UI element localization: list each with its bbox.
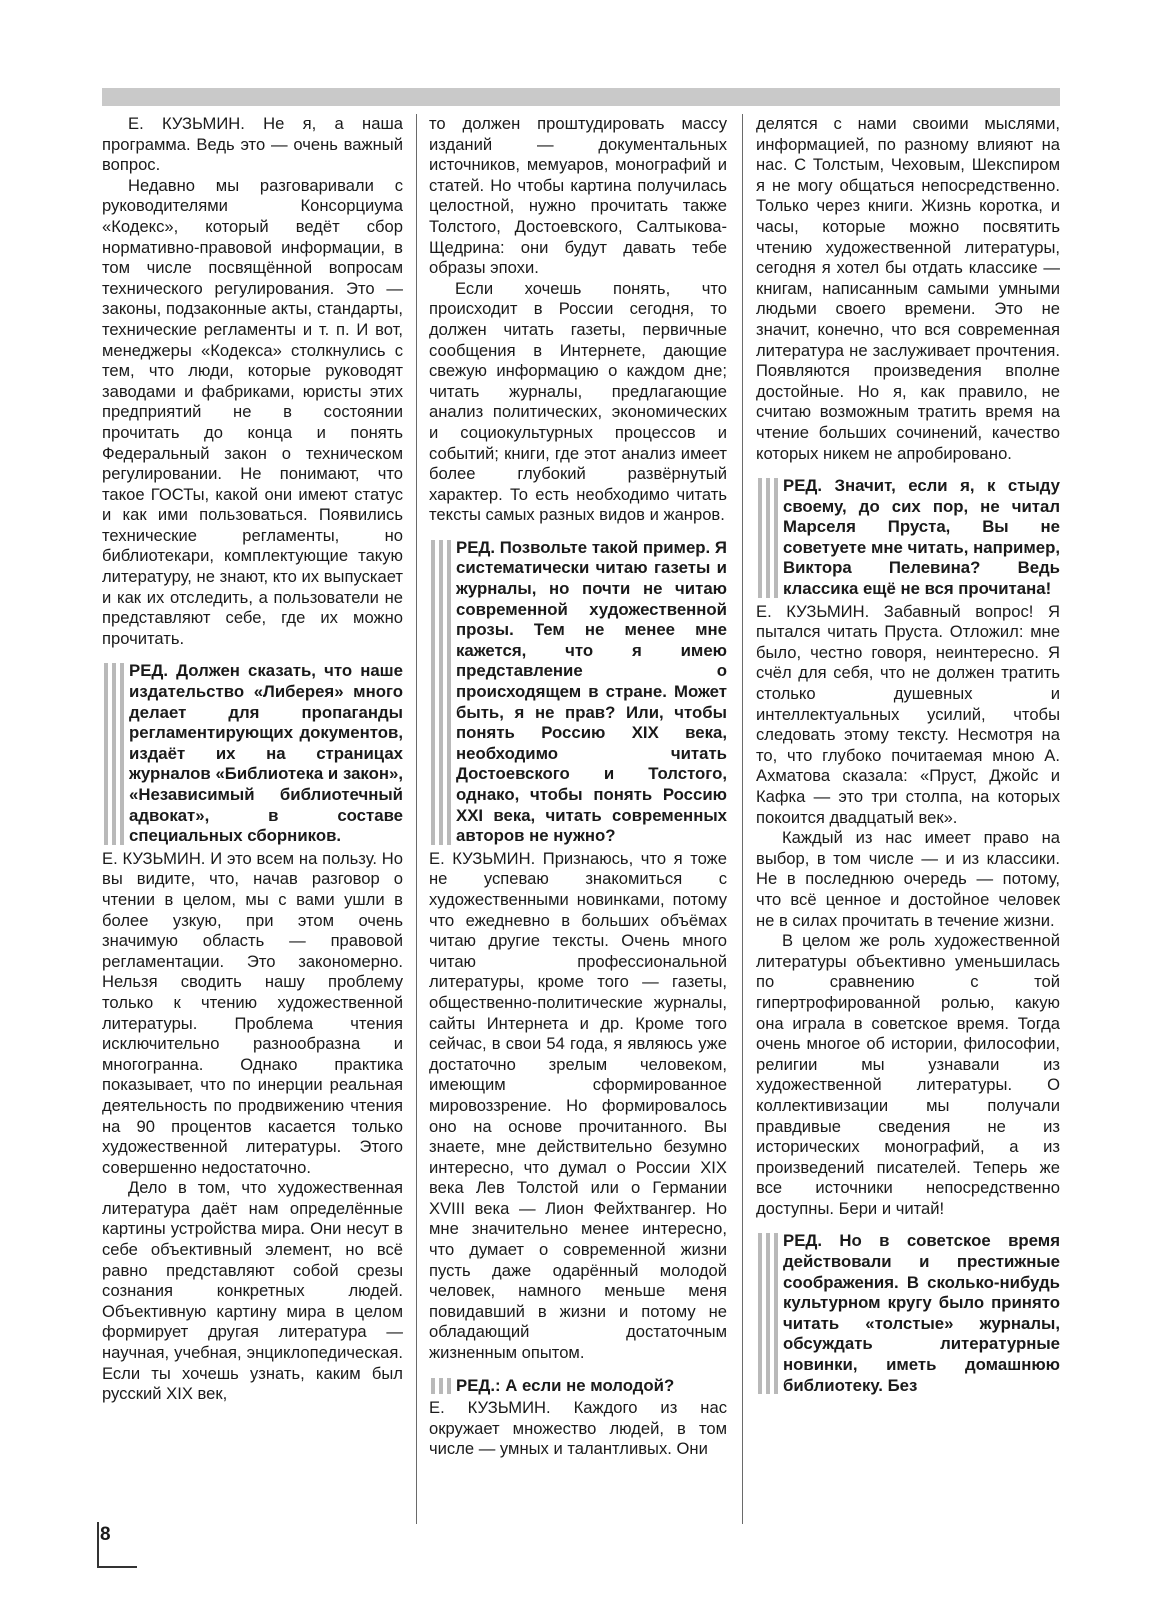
column-divider: [742, 114, 743, 1524]
editor-question: [102, 661, 403, 846]
paragraph: то должен проштудировать массу изданий — документальных источников, мемуаров, монографий и статей. Но чтобы картина получилась целостной, нужно прочитать также Толстого, Достоевского, Салтыкова-Щедрина: они будут давать тебе образы эпохи.: [429, 114, 727, 278]
page-number-underline: [97, 1566, 137, 1568]
question-text: РЕД. Позвольте такой пример. Я систематически читаю газеты и журналы, но почти не читаю современной художественной прозы. Тем не менее мне кажется, что я имею представление о происходящем в стране. Может быть, я не прав? Или, чтобы понять Россию XIX века, необходимо читать Достоевского и Толстого, однако, чтобы понять Россию XXI века, читать современных авторов не нужно?: [456, 537, 727, 846]
question-text: РЕД. Должен сказать, что наше издательство «Либерея» много делает для пропаганды регламентирующих документов, издаёт их на страницах журналов «Библиотека и закон», «Независимый библиотечный адвокат», в составе специальных сборников.: [129, 661, 403, 846]
column-3: [756, 114, 1060, 1398]
editor-question: [429, 538, 727, 847]
editor-question: [756, 1231, 1060, 1396]
question-text: РЕД. Значит, если я, к стыду своему, до сих пор, не читал Марселя Пруста, Вы не советуете мне читать, например, Виктора Пелевина? Ведь классика ещё не вся прочитана!: [783, 476, 1060, 599]
column-2: [429, 114, 727, 1460]
paragraph: В целом же роль художественной литературы объективно уменьшилась по сравнению с той гипертрофированной ролью, какую она играла в советское время. Тогда очень многое об истории, философии, религии мы узнавали из художественной литературы. О коллективизации мы получали правдивые сведения не из исторических монографий, а из произведений писателей. Теперь же все источники непосредственно доступны. Бери и читай!: [756, 931, 1060, 1218]
paragraph: Каждый из нас имеет право на выбор, в том числе — и из классики. Не в последнюю очередь — потому, что всё ценное и достойное человек не в силах прочитать в течение жизни.: [756, 828, 1060, 930]
editor-question: [756, 476, 1060, 600]
paragraph: Е. КУЗЬМИН. И это всем на пользу. Но вы видите, что, начав разговор о чтении в целом, мы с вами ушли в более узкую, при этом очень значимую область — правовой регламентации. Это закономерно. Нельзя сводить нашу проблему только к чтению художественной литературы. Проблема чтения исключительно разнообразна и многогранна. Однако практика показывает, что по инерции реальная деятельность по продвижению чтения на 90 процентов касается только художественной литературы. Этого совершенно недостаточно.: [102, 848, 403, 1177]
quote-bars-icon: [758, 478, 778, 598]
paragraph: Е. КУЗЬМИН. Забавный вопрос! Я пытался читать Пруста. Отложил: мне было, честно говоря, неинтересно. Я счёл для себя, что не должен тратить столько душевных и интеллектуальных усилий, чтобы следовать этому тексту. Несмотря на то, что глубоко почитаемая мною А. Ахматова сказала: «Пруст, Джойс и Кафка — это три столпа, на которых покоится двадцатый век».: [756, 601, 1060, 827]
question-text: РЕД.: А если не молодой?: [456, 1375, 675, 1395]
paragraph: Е. КУЗЬМИН. Не я, а наша программа. Ведь это — очень важный вопрос.: [102, 114, 403, 175]
paragraph: Если хочешь понять, что происходит в России сегодня, то должен читать газеты, первичные сообщения в Интернете, дающие свежую информацию о каждом дне; читать журналы, предлагающие анализ политических, экономических и социокультурных процессов и событий; книги, где этот анализ имеет более глубокий развёрнутый характер. То есть необходимо читать тексты самых разных видов и жанров.: [429, 278, 727, 525]
page-number-frame: [97, 1522, 99, 1568]
paragraph: Недавно мы разговаривали с руководителями Консорциума «Кодекс», который ведёт сбор нормативно-правовой информации, в том числе посвящённой вопросам технического регулирования. Это — законы, подзаконные акты, стандарты, технические регламенты и т. п. И вот, менеджеры «Кодекса» столкнулись с тем, что люди, которые руководят заводами и фабриками, юристы этих предприятий не в состоянии прочитать до конца и понять Федеральный закон о техническом регулировании. Не понимают, что такое ГОСТы, какой они имеют статус и как ими пользоваться. Появились технические регламенты, но библиотекари, комплектующие такую литературу, не знают, кто их выпускает и как их отследить, а пользователи не представляют себе, где их можно прочитать.: [102, 175, 403, 648]
paragraph: Е. КУЗЬМИН. Признаюсь, что я тоже не успеваю знакомиться с художественными новинками, потому что ежедневно в больших объёмах читаю другие тексты. Очень много читаю профессиональной литературы, кроме того — газеты, общественно-политические журналы, сайты Интернета и др. Кроме того сейчас, в свои 54 года, я являюсь уже достаточно зрелым человеком, имеющим сформированное мировоззрение. Но формировалось оно на основе прочитанного. Вы знаете, мне действительно безумно интересно, что думал о России XIX века Лев Толстой или о Германии XVIII века — Лион Фейхтвангер. Но мне значительно менее интересно, что думает о современной жизни пусть даже одарённый молодой человек, намного меньше меня повидавший в жизни и потому не обладающий достаточным жизненным опытом.: [429, 848, 727, 1363]
header-bar: [102, 88, 1060, 106]
paragraph: Дело в том, что художественная литература даёт нам определённые картины устройства мира. Они несут в себе объективный элемент, но всё равно представляют собой срезы сознания конкретных людей. Объективную картину мира в целом формирует другая литература — научная, учебная, энциклопедическая. Если ты хочешь узнать, каким был русский XIX век,: [102, 1178, 403, 1404]
paragraph: делятся с нами своими мыслями, информацией, по разному влияют на нас. С Толстым, Чеховым, Шекспиром я не могу общаться непосредственно. Только через книги. Жизнь коротка, и часы, которые можно посвятить чтению художественной литературы, сегодня я хотел бы отдать классике — книгам, написанным самыми умными людьми своего времени. Это не значит, конечно, что вся современная литература не заслуживает прочтения. Появляются произведения вполне достойные. Но я, как правило, не считаю возможным тратить время на чтение больших сочинений, качество которых никем не апробировано.: [756, 114, 1060, 463]
page-number: 8: [100, 1524, 111, 1545]
column-divider: [416, 114, 417, 1524]
editor-question: [429, 1376, 727, 1397]
question-text: РЕД. Но в советское время действовали и престижные соображения. В сколько-нибудь культурном кругу было принято читать «толстые» журналы, обсуждать литературные новинки, иметь домашнюю библиотеку. Без: [783, 1231, 1060, 1395]
quote-bars-icon: [431, 1378, 451, 1395]
paragraph: Е. КУЗЬМИН. Каждого из нас окружает множество людей, в том числе — умных и талантливых. Они: [429, 1398, 727, 1459]
quote-bars-icon: [758, 1233, 778, 1394]
quote-bars-icon: [431, 540, 451, 845]
column-1: [102, 114, 403, 1405]
quote-bars-icon: [104, 663, 124, 844]
